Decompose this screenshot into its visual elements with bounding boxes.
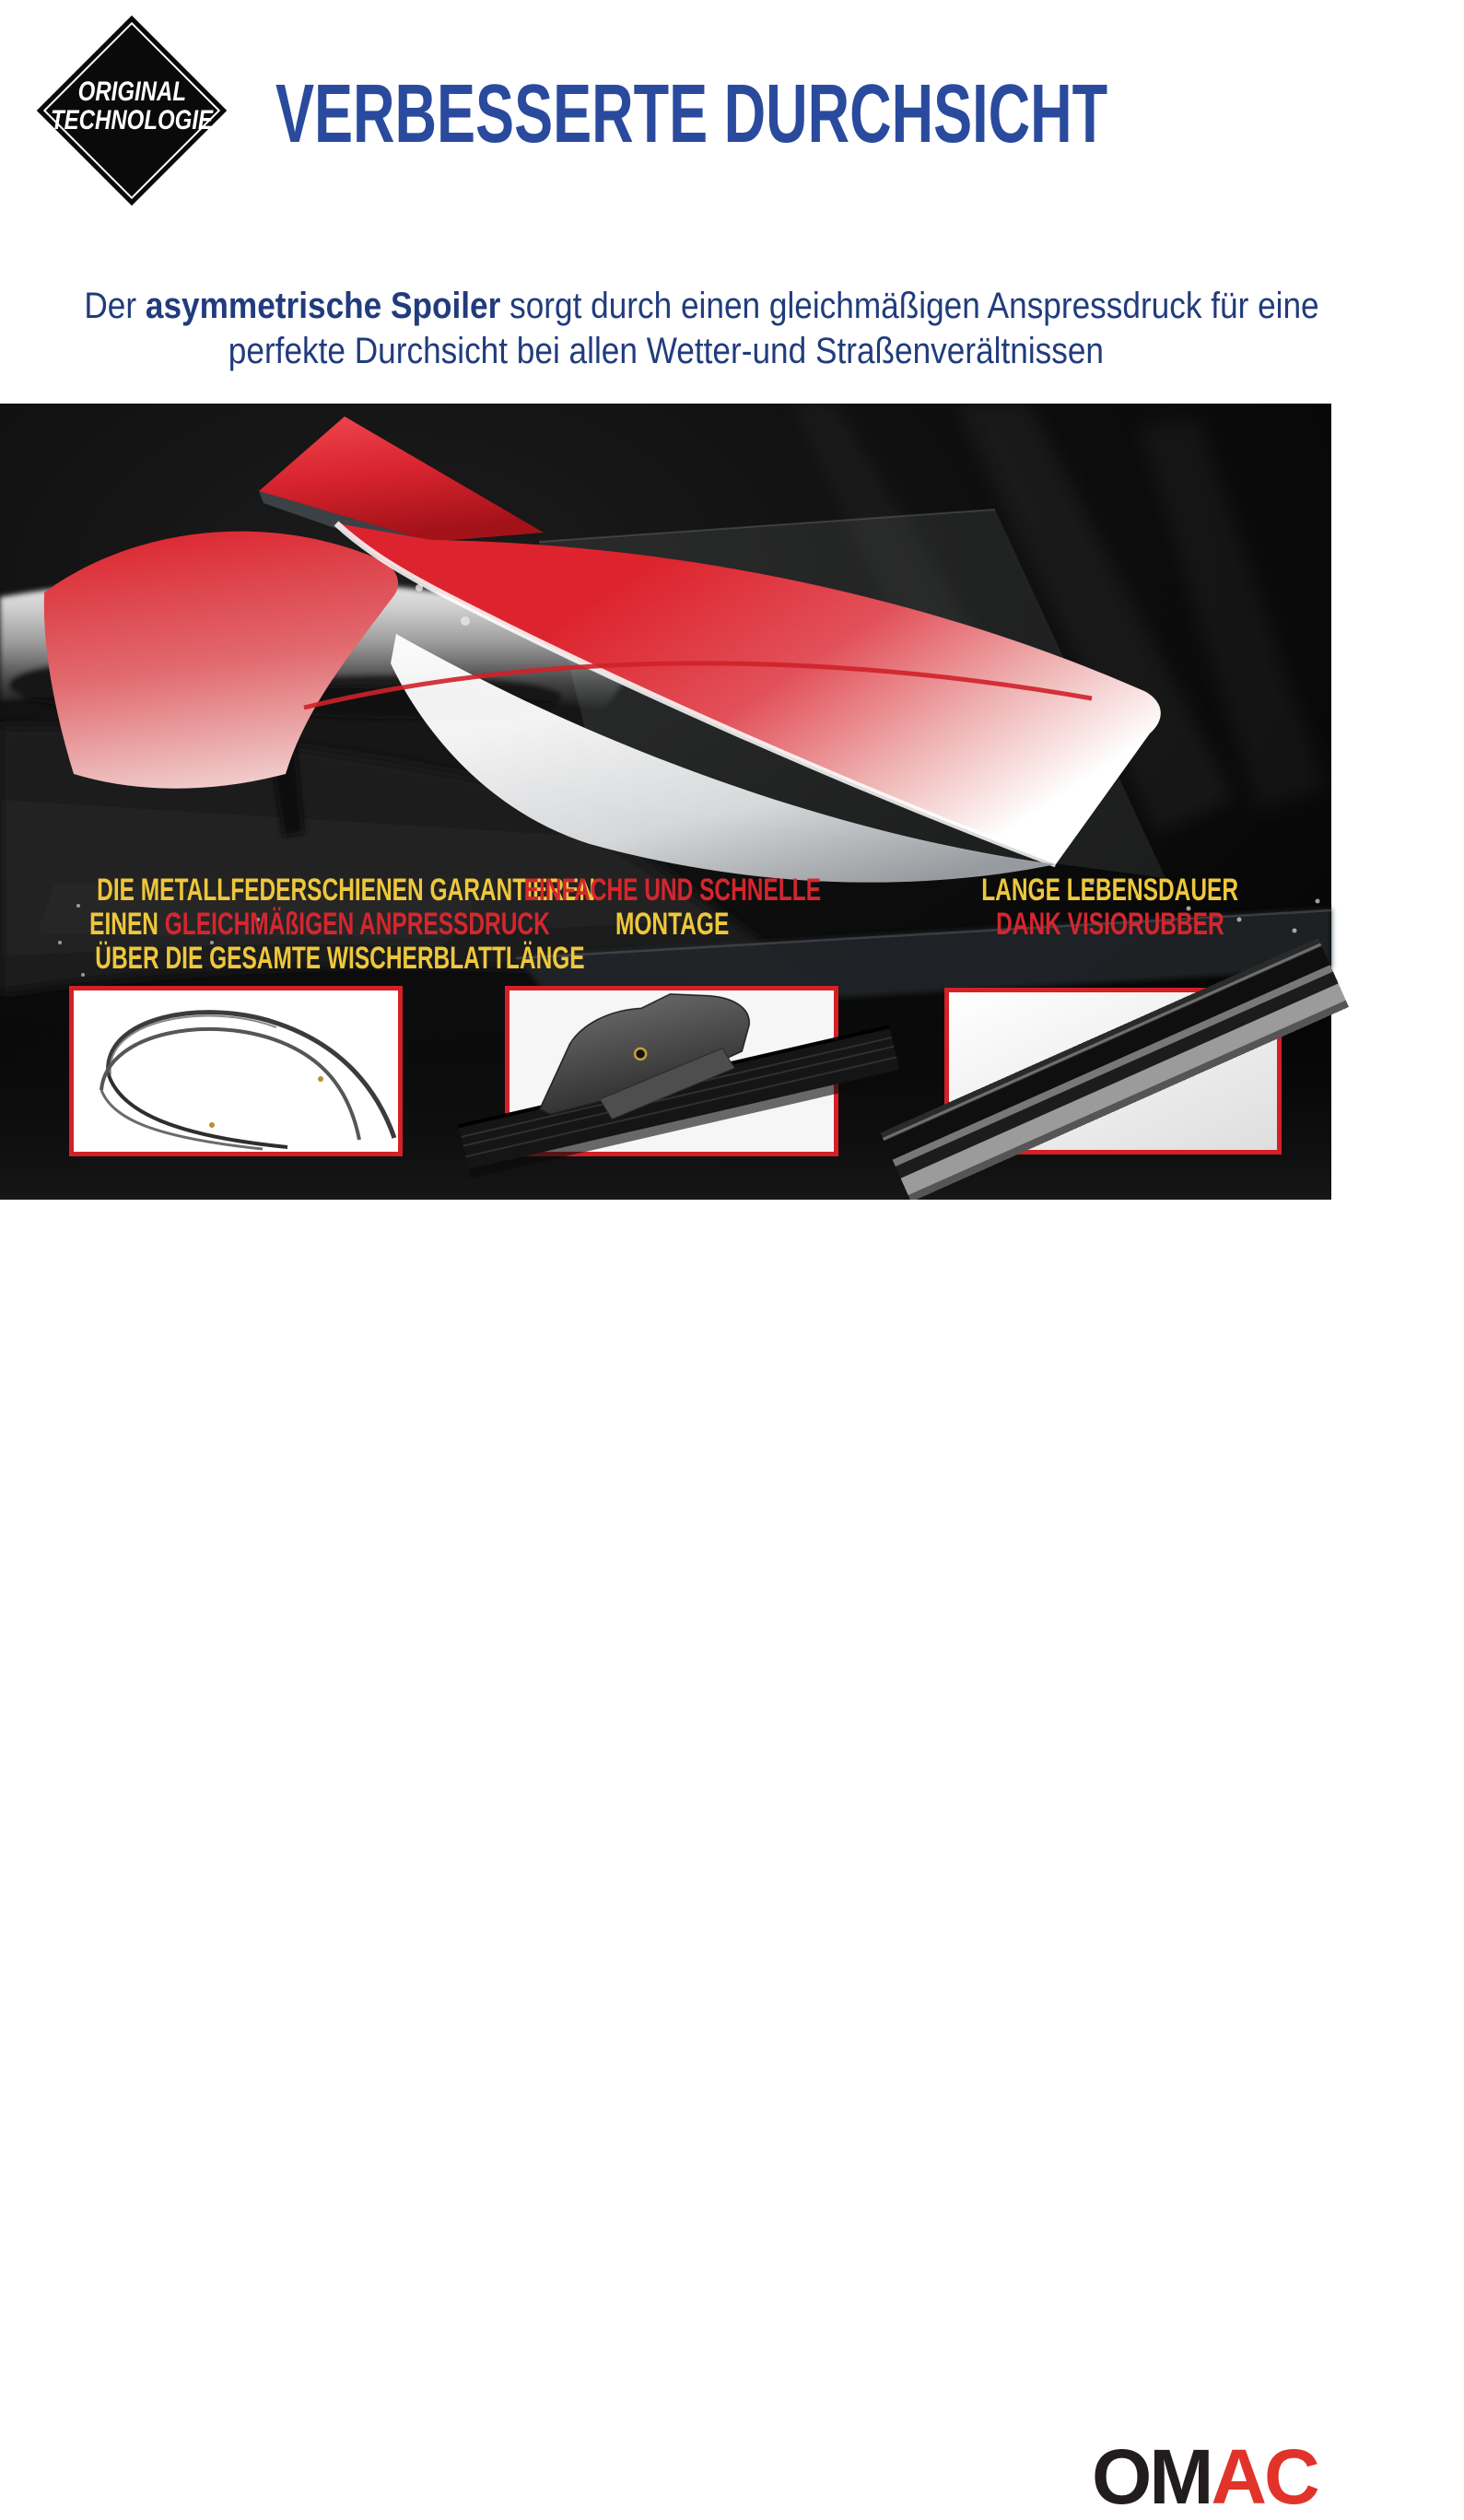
omac-logo-red-part: AC — [1211, 2433, 1318, 2520]
metal-spring-rails-photo — [69, 986, 403, 1156]
subtitle-bold: asymmetrische Spoiler — [145, 286, 501, 326]
subtitle-rest: sorgt durch einen gleichmäßigen Anspressdruck für eine — [500, 286, 1319, 326]
badge-line-original: ORIGINAL — [77, 76, 186, 107]
badge-label — [21, 77, 242, 135]
subtitle-line-1 — [0, 284, 1331, 329]
feature-line: DANK VISIORUBBER — [996, 907, 1224, 942]
feature-line: LANGE LEBENSDAUER — [981, 873, 1239, 908]
feature-easy-montage — [424, 873, 921, 942]
feature-metal-rails — [0, 873, 596, 976]
wiper-adapter-graphic — [509, 990, 834, 1152]
subtitle-line-2: perfekte Durchsicht bei allen Wetter-und Straßenverältnissen — [228, 331, 1104, 371]
visio-rubber-blade-photo — [944, 988, 1282, 1155]
page-title: VERBESSERTE DURCHSICHT — [275, 68, 1108, 160]
omac-logo — [1092, 2433, 1318, 2520]
badge-line-technologie: TECHNOLOGIE — [50, 105, 213, 135]
rubber-blade-graphic — [949, 992, 1277, 1150]
feature-line: ÜBER DIE GESAMTE WISCHERBLATTLÄNGE — [95, 941, 585, 976]
feature-long-life — [861, 873, 1359, 942]
footer — [0, 1200, 1331, 2520]
subtitle-prefix: Der — [84, 286, 146, 326]
omac-logo-dark-part: OM — [1092, 2433, 1212, 2520]
feature-line: MONTAGE — [615, 907, 730, 942]
hero-photo-section — [0, 404, 1331, 1200]
feature-line: DIE METALLFEDERSCHIENEN GARANTIEREN — [97, 873, 596, 908]
wiper-adapter-montage-photo — [505, 986, 838, 1156]
feature-line: EINEN GLEICHMÄßIGEN ANPRESSDRUCK — [89, 907, 550, 942]
feature-line: EINFACHE UND SCHNELLE — [523, 873, 822, 908]
subtitle — [0, 284, 1331, 374]
spring-rails-graphic — [74, 990, 398, 1152]
